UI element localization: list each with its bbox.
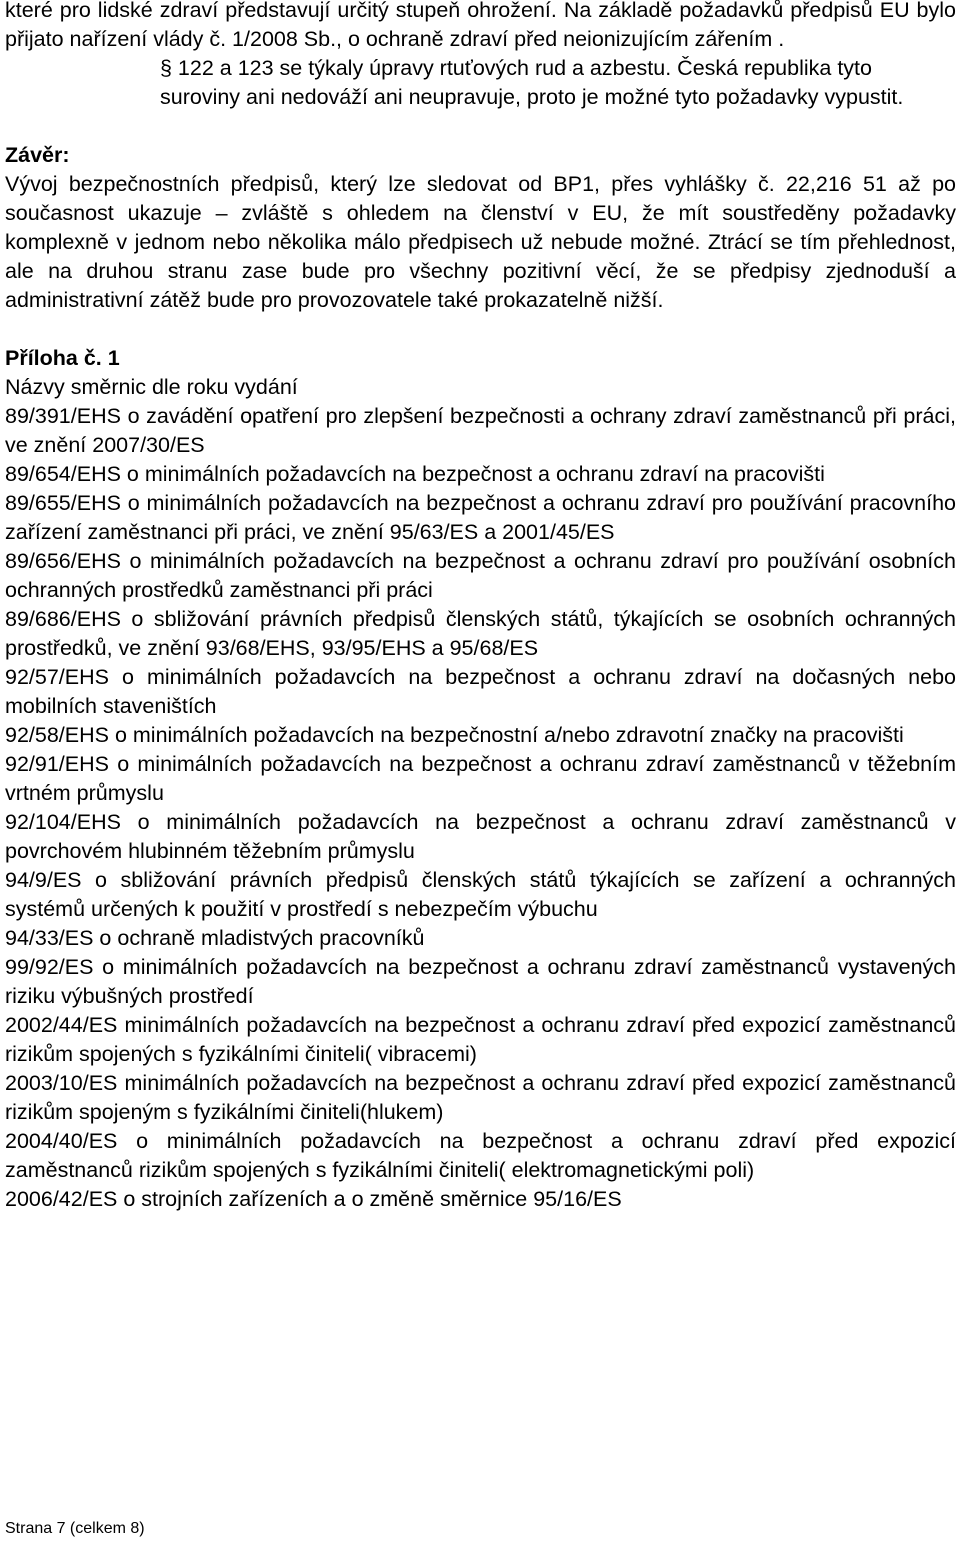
directive-item: 2006/42/ES o strojních zařízeních a o změně směrnice 95/16/ES xyxy=(5,1187,622,1211)
directive-item: 92/57/EHS o minimálních požadavcích na bezpečnost a ochranu zdraví na dočasných nebo mobilních staveništích xyxy=(5,665,956,718)
annex-heading: Příloha č. 1 xyxy=(5,346,120,370)
directive-item: 99/92/ES o minimálních požadavcích na bezpečnost a ochranu zdraví zaměstnanců vystavených riziku výbušných prostředí xyxy=(5,955,956,1008)
intro-paragraph: které pro lidské zdraví představují určitý stupeň ohrožení. Na základě požadavků předpisů EU bylo přijato nařízení vlády č. 1/2008 Sb., o ochraně zdraví před neionizujícím zářením . xyxy=(5,0,956,51)
directive-list xyxy=(5,402,956,1214)
directive-item: 94/33/ES o ochraně mladistvých pracovníků xyxy=(5,926,425,950)
directive-item: 89/656/EHS o minimálních požadavcích na bezpečnost a ochranu zdraví pro používání osobních ochranných prostředků zaměstnanci při práci xyxy=(5,549,956,602)
intro-paragraph-section-sign: § 122 a 123 se týkaly úpravy rtuťových rud a azbestu. Česká republika tyto suroviny ani nedováží ani neupravuje, proto je možné tyto požadavky vypustit. xyxy=(160,56,904,109)
directive-item: 2004/40/ES o minimálních požadavcích na bezpečnost a ochranu zdraví před expozicí zaměstnanců rizikům spojených s fyzikálními činiteli( elektromagnetickými poli) xyxy=(5,1129,956,1182)
document-page xyxy=(5,0,956,1214)
directive-item: 89/686/EHS o sbližování právních předpisů členských států, týkajících se osobních ochranných prostředků, ve znění 93/68/EHS, 93/95/EHS a 95/68/ES xyxy=(5,607,956,660)
conclusion-heading: Závěr: xyxy=(5,143,70,167)
directive-item: 94/9/ES o sbližování právních předpisů členských států týkajících se zařízení a ochranných systémů určených k použití v prostředí s nebezpečím výbuchu xyxy=(5,868,956,921)
directive-item: 92/58/EHS o minimálních požadavcích na bezpečnostní a/nebo zdravotní značky na pracovišti xyxy=(5,723,904,747)
directive-item: 89/654/EHS o minimálních požadavcích na bezpečnost a ochranu zdraví na pracovišti xyxy=(5,462,825,486)
directive-item: 92/91/EHS o minimálních požadavcích na bezpečnost a ochranu zdraví zaměstnanců v těžebním vrtném průmyslu xyxy=(5,752,956,805)
annex-subheading: Názvy směrnic dle roku vydání xyxy=(5,375,298,399)
conclusion-text: Vývoj bezpečnostních předpisů, který lze sledovat od BP1, přes vyhlášky č. 22,216 51 až po současnost ukazuje – zvláště s ohledem na členství v EU, že mít soustředěny požadavky komplexně v jednom nebo několika málo předpisech už nebude možné. Ztrácí se tím přehlednost, ale na druhou stranu zase bude pro všechny pozitivní věcí, že se předpisy zjednoduší a administrativní zátěž bude pro provozovatele také prokazatelně nižší. xyxy=(5,172,956,312)
directive-item: 89/655/EHS o minimálních požadavcích na bezpečnost a ochranu zdraví pro používání pracovního zařízení zaměstnanci při práci, ve znění 95/63/ES a 2001/45/ES xyxy=(5,491,956,544)
page-footer: Strana 7 (celkem 8) xyxy=(5,1520,145,1537)
directive-item: 92/104/EHS o minimálních požadavcích na bezpečnost a ochranu zdraví zaměstnanců v povrchovém hlubinném těžebním průmyslu xyxy=(5,810,956,863)
directive-item: 2003/10/ES minimálních požadavcích na bezpečnost a ochranu zdraví před expozicí zaměstnanců rizikům spojeným s fyzikálními činiteli(hlukem) xyxy=(5,1071,956,1124)
conclusion-section xyxy=(5,141,956,315)
directive-item: 89/391/EHS o zavádění opatření pro zlepšení bezpečnosti a ochrany zdraví zaměstnanců při práci, ve znění 2007/30/ES xyxy=(5,404,956,457)
directive-item: 2002/44/ES minimálních požadavcích na bezpečnost a ochranu zdraví před expozicí zaměstnanců rizikům spojených s fyzikálními činiteli( vibracemi) xyxy=(5,1013,956,1066)
annex-section xyxy=(5,344,956,1214)
